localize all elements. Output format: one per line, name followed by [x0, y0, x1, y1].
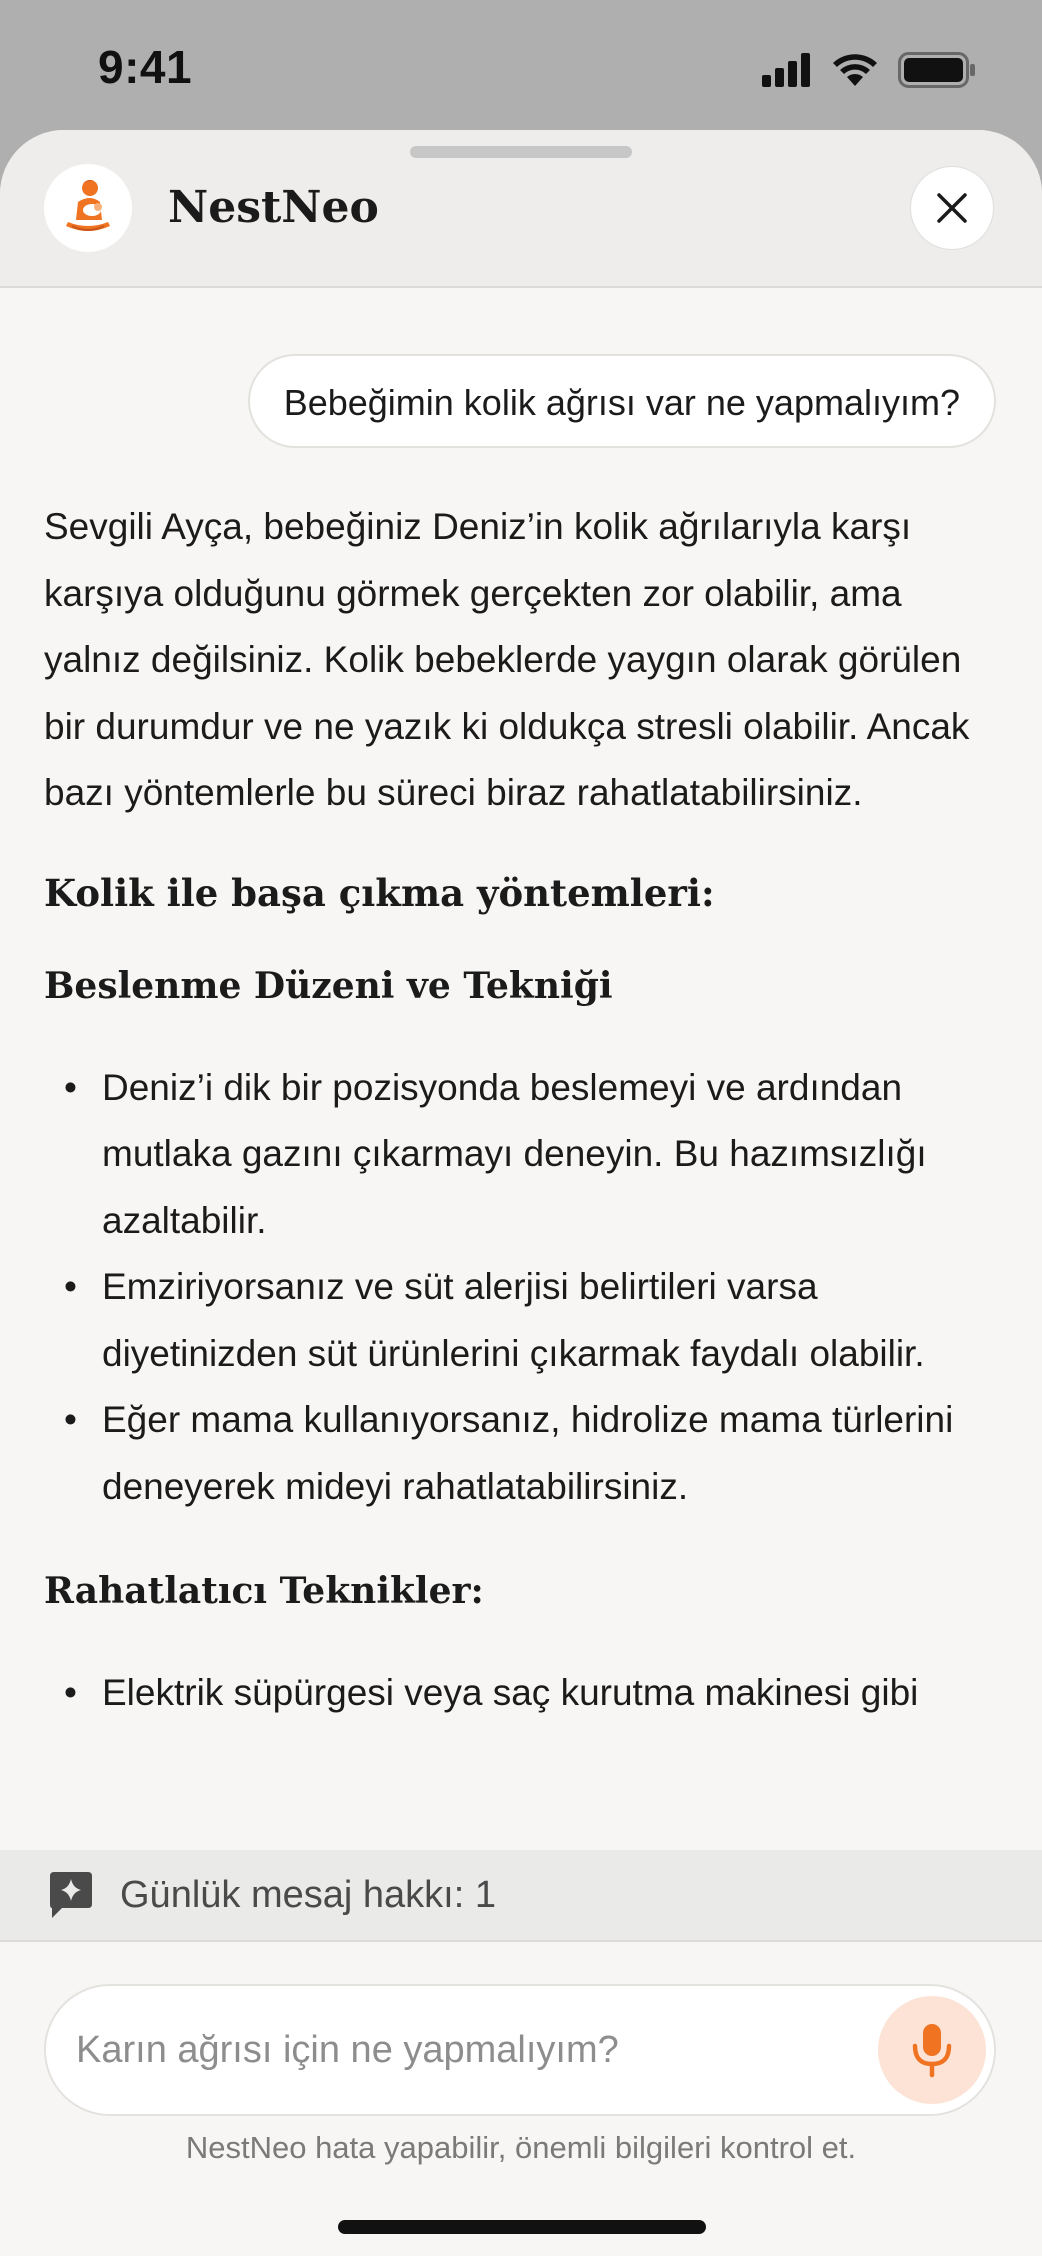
- message-input[interactable]: [44, 1984, 996, 2116]
- list-item: • Eğer mama kullanıyorsanız, hidrolize mama türlerini deneyerek mideyi rahatlatabilirsiniz.: [44, 1387, 1002, 1520]
- close-button[interactable]: [910, 166, 994, 250]
- chat-thread[interactable]: [0, 288, 1042, 1978]
- status-bar: [0, 0, 1042, 140]
- list-item: • Emziriyorsanız ve süt alerjisi belirtileri varsa diyetinizden süt ürünlerini çıkarmak faydalı olabilir.: [44, 1254, 1002, 1387]
- chat-sheet: [0, 130, 1042, 2256]
- sparkle-chat-icon: [46, 1870, 96, 1920]
- brand-avatar: [44, 164, 132, 252]
- quota-label: Günlük mesaj hakkı: 1: [120, 1873, 496, 1916]
- microphone-icon: [910, 2022, 954, 2078]
- assistant-intro: Sevgili Ayça, bebeğiniz Deniz’in kolik ağrılarıyla karşı karşıya olduğunu görmek gerçekten zor olabilir, ama yalnız değilsiniz. Kolik bebeklerde yaygın olarak görülen bir durumdur ve ne yazık ki oldukça stresli olabilir. Ancak bazı yöntemlerle bu süreci biraz rahatlatabilirsiniz.: [44, 506, 970, 813]
- soothing-heading: Rahatlatıcı Teknikler:: [44, 1570, 484, 1612]
- disclaimer-text: NestNeo hata yapabilir, önemli bilgileri kontrol et.: [185, 2130, 857, 2165]
- methods-heading: Kolik ile başa çıkma yöntemleri:: [44, 870, 715, 915]
- assistant-message: [44, 494, 1002, 1727]
- feeding-list: [44, 1055, 1002, 1521]
- wifi-icon: [832, 53, 878, 87]
- battery-icon: [898, 52, 976, 88]
- microphone-button[interactable]: [878, 1996, 986, 2104]
- list-item: • Deniz’i dik bir pozisyonda beslemeyi ve ardından mutlaka gazını çıkarmayı deneyin. Bu hazımsızlığı azaltabilir.: [44, 1055, 1002, 1255]
- sheet-grabber[interactable]: [410, 146, 632, 158]
- status-icons: [762, 50, 976, 90]
- home-indicator: [338, 2220, 706, 2234]
- list-item: • Elektrik süpürgesi veya saç kurutma makinesi gibi: [44, 1660, 1002, 1727]
- mother-baby-logo-icon: [56, 176, 120, 240]
- cellular-signal-icon: [762, 53, 812, 87]
- status-time: 9:41: [98, 41, 193, 93]
- user-message-bubble: Bebeğimin kolik ağrısı var ne yapmalıyım?: [248, 354, 996, 448]
- message-quota-bar: [0, 1850, 1042, 1942]
- message-input-placeholder: Karın ağrısı için ne yapmalıyım?: [76, 2029, 619, 2071]
- soothing-list: [44, 1660, 1002, 1727]
- brand-name: NestNeo: [168, 182, 379, 233]
- close-icon: [935, 191, 969, 225]
- feeding-heading: Beslenme Düzeni ve Tekniği: [44, 964, 613, 1007]
